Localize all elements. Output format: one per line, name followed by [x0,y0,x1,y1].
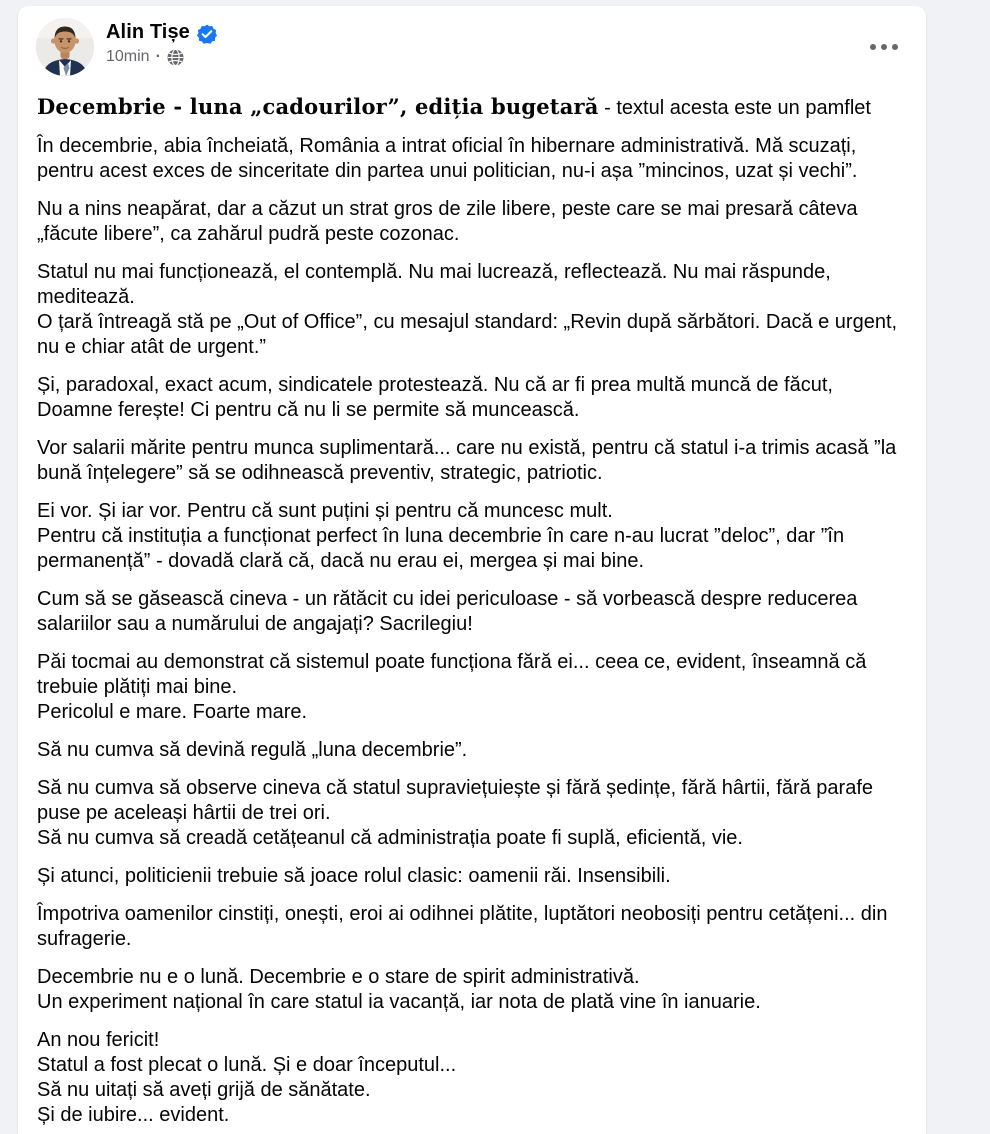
header-info [106,18,217,66]
author-name[interactable]: Alin Tișe [106,21,190,43]
post-paragraph: Decembrie nu e o lună. Decembrie e o stare de spirit administrativă. Un experiment național în care statul ia vacanță, iar nota de plată vine în ianuarie. [37,966,761,1013]
post-paragraph: În decembrie, abia încheiată, România a intrat oficial în hibernare administrativă. Mă scuzați, pentru acest exces de sinceritate din partea unui politician, nu-i așa ”mincinos, uzat și vechi”. [37,135,858,182]
ellipsis-icon [870,44,876,50]
post-content [18,76,926,1128]
verified-badge-icon [197,24,217,44]
timestamp[interactable]: 10min [106,48,150,65]
post-title [37,94,905,121]
post-paragraph: Statul nu mai funcționează, el contemplă. Nu mai lucrează, reflectează. Nu mai răspunde, meditează. O țară întreagă stă pe „Out of Office”, cu mesajul standard: „Revin după sărbători. Dacă e urgent, nu e chiar atât de urgent.” [37,261,898,358]
post-paragraph: Ei vor. Și iar vor. Pentru că sunt puțini și pentru că muncesc mult. Pentru că instituția a funcționat perfect în luna decembrie în care n-au lucrat ”deloc”, dar ”în permanență” - dovadă clară că, dacă nu erau ei, mergea și mai bine. [37,500,845,572]
post-paragraph: Cum să se găsească cineva - un rătăcit cu idei periculoase - să vorbească despre reducerea salariilor sau a numărului de angajați? Sacrilegiu! [37,588,858,635]
post-title-regular: - textul acesta este un pamflet [598,97,871,119]
globe-icon [167,49,184,66]
post-card [18,6,926,1134]
post-paragraph: Să nu cumva să devină regulă „luna decembrie”. [37,739,468,761]
ellipsis-icon [881,44,887,50]
post-header [18,6,926,76]
post-body [37,134,905,1128]
post-meta [106,48,217,66]
ellipsis-icon [892,44,898,50]
post-paragraph: Păi tocmai au demonstrat că sistemul poate funcționa fără ei... ceea ce, evident, înseamnă că trebuie plătiți mai bine. Pericolul e mare. Foarte mare. [37,651,867,723]
avatar-photo [36,18,94,76]
post-paragraph: An nou fericit! Statul a fost plecat o lună. Și e doar începutul... Să nu uitați să aveți grijă de sănătate. Și de iubire... evident. [37,1029,457,1126]
post-paragraph: Vor salarii mărite pentru munca suplimentară... care nu există, pentru că statul i-a trimis acasă ”la bună înțelegere” să se odihnească preventiv, strategic, patriotic. [37,437,897,484]
post-paragraph: Împotriva oamenilor cinstiți, onești, eroi ai odihnei plătite, luptători neobosiți pentru cetățeni... din sufragerie. [37,903,888,950]
avatar[interactable] [36,18,94,76]
post-paragraph: Și, paradoxal, exact acum, sindicatele protestează. Nu că ar fi prea multă muncă de făcut, Doamne ferește! Ci pentru că nu li se permite să muncească. [37,374,833,421]
post-paragraph: Să nu cumva să observe cineva că statul supraviețuiește și fără ședințe, fără hârtii, fără parafe puse pe aceleași hârtii de trei ori. Să nu cumva să creadă cetățeanul că administrația poate fi suplă, eficientă, vie. [37,777,873,849]
post-title-bold: Decembrie - luna „cadourilor”, ediția bugetară [37,94,599,119]
more-options-button[interactable] [864,32,904,62]
meta-separator: · [155,48,161,65]
post-paragraph: Nu a nins neapărat, dar a căzut un strat gros de zile libere, peste care se mai presară câteva „făcute libere”, ca zahărul pudră peste cozonac. [37,198,858,245]
post-paragraph: Și atunci, politicienii trebuie să joace rolul clasic: oamenii răi. Insensibili. [37,865,671,887]
